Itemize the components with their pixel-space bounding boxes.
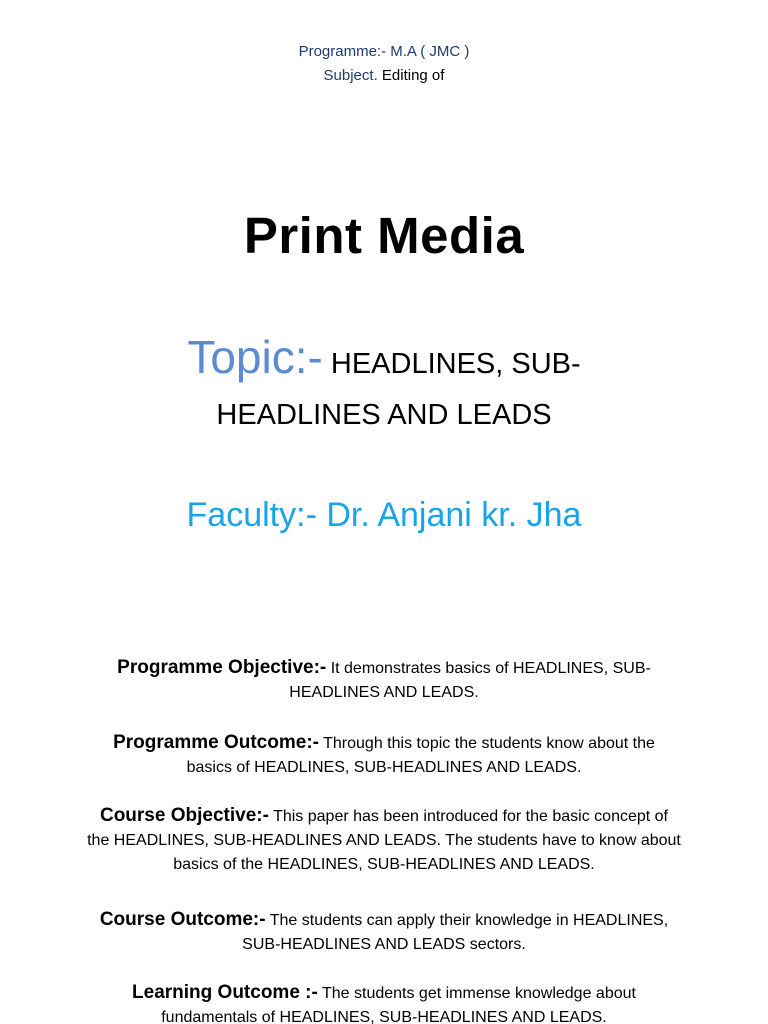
section-text: This paper has been introduced for the basic concept of	[268, 808, 668, 825]
section-text: Through this topic the students know about the	[318, 735, 655, 752]
section-text: It demonstrates basics of HEADLINES, SUB-	[326, 660, 651, 677]
course-objective	[40, 804, 728, 877]
section-text: The students get immense knowledge about	[317, 985, 636, 1002]
section-text: basics of the HEADLINES, SUB-HEADLINES AND LEADS.	[173, 856, 595, 873]
topic-label: Topic:-	[187, 331, 323, 383]
faculty-line: Faculty:- Dr. Anjani kr. Jha	[186, 496, 582, 534]
section-text: basics of HEADLINES, SUB-HEADLINES AND LEADS.	[186, 759, 582, 776]
subject-label: Subject.	[323, 67, 378, 84]
section-label: Learning Outcome :-	[132, 982, 318, 1003]
subject-value: Editing of	[377, 67, 445, 84]
subject-line	[0, 67, 768, 84]
course-outcome	[40, 908, 728, 957]
section-text: SUB-HEADLINES AND LEADS sectors.	[242, 936, 526, 953]
section-label: Course Outcome:-	[99, 909, 266, 930]
programme-outcome	[40, 731, 728, 780]
section-text: The students can apply their knowledge in HEADLINES,	[265, 912, 669, 929]
section-text: fundamentals of HEADLINES, SUB-HEADLINES AND LEADS.	[161, 1009, 607, 1024]
section-text: HEADLINES AND LEADS.	[289, 684, 479, 701]
topic-text-line-1: HEADLINES, SUB-	[322, 348, 581, 380]
programme-line: Programme:- M.A ( JMC )	[298, 43, 470, 60]
section-label: Course Objective:-	[99, 805, 269, 826]
topic-line-1	[0, 330, 768, 384]
programme-objective	[40, 656, 728, 705]
section-label: Programme Outcome:-	[113, 732, 319, 753]
section-label: Programme Objective:-	[117, 657, 327, 678]
page-title: Print Media	[243, 207, 525, 264]
learning-outcome	[40, 981, 728, 1024]
section-text: the HEADLINES, SUB-HEADLINES AND LEADS. The students have to know about	[87, 832, 681, 849]
topic-text-line-2: HEADLINES AND LEADS	[216, 399, 552, 431]
